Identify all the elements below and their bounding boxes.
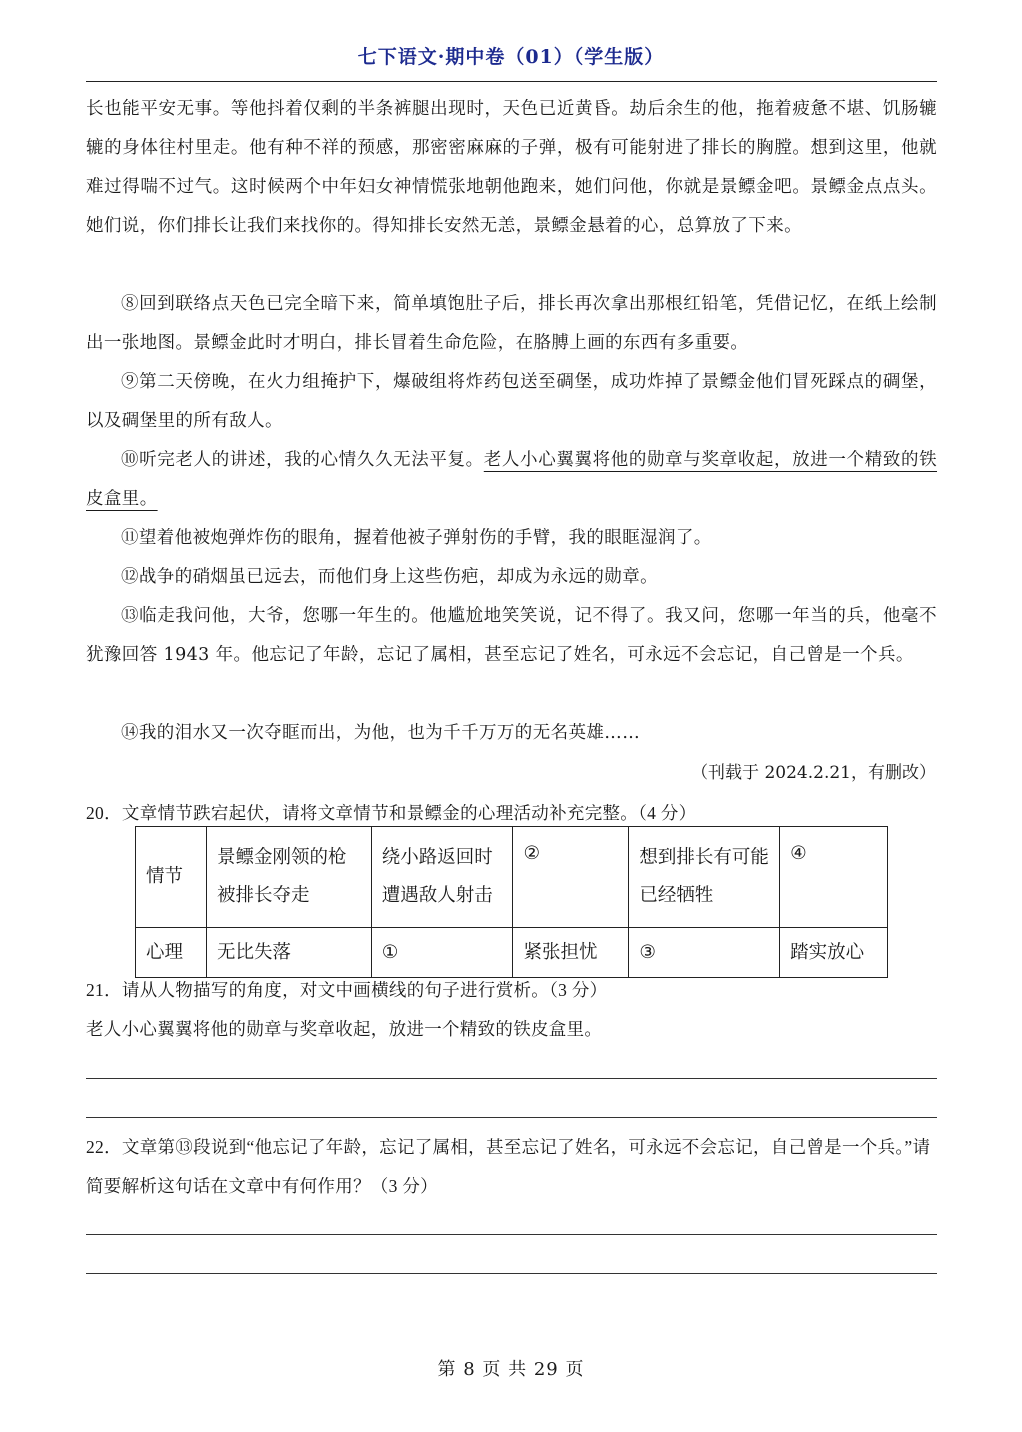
underlined-sentence: 老人小心翼翼将他的勋章与奖章收起，放进一个精致的铁皮盒里。 [86,450,938,509]
passage-paragraph-12: ⑫战争的硝烟虽已远去，而他们身上这些伤疤，却成为永远的勋章。 [121,567,658,587]
table-cell: 踏实放心 [780,928,888,978]
answer-line[interactable] [86,1117,937,1118]
passage-paragraph-9: ⑨第二天傍晚，在火力组掩护下，爆破组将炸药包送至碉堡，成功炸掉了景鳔金他们冒死踩点的碉堡，以及碉堡里的所有敌人。 [86,372,937,431]
question-21-quote: 老人小心翼翼将他的勋章与奖章收起，放进一个精致的铁皮盒里。 [86,1019,603,1039]
question-22-prompt: 22．文章第⑬段说到“他忘记了年龄，忘记了属相，甚至忘记了姓名，可永远不会忘记，自己曾是一个兵。”请简要解析这句话在文章中有何作用？（3 分） [86,1137,931,1196]
answer-blank-4[interactable]: ④ [780,827,888,928]
passage-paragraph-10 [86,441,937,519]
question-20-prompt: 20．文章情节跌宕起伏，请将文章情节和景鳔金的心理活动补充完整。（4 分） [86,803,697,823]
passage-paragraph-11: ⑪望着他被炮弹炸伤的眼角，握着他被子弹射伤的手臂，我的眼眶湿润了。 [121,528,712,548]
answer-blank-3[interactable]: ③ [629,928,780,978]
table-cell: 绕小路返回时遭遇敌人射击 [371,827,513,928]
table-cell: 紧张担忧 [513,928,629,978]
table-row-emotion [136,928,888,978]
passage-paragraph-13: ⑬临走我问他，大爷，您哪一年生的。他尴尬地笑笑说，记不得了。我又问，您哪一年当的兵，他毫不犹豫回答 1943 年。他忘记了年龄，忘记了属相，甚至忘记了姓名，可永远不会忘记，自己曾是一个兵。 [86,606,937,665]
header-divider [86,81,937,82]
passage-paragraph-14: ⑭我的泪水又一次夺眶而出，为他，也为千千万万的无名英雄…… [121,723,641,743]
answer-blank-2[interactable]: ② [513,827,629,928]
answer-line[interactable] [86,1234,937,1235]
paragraph-10-lead: ⑩听完老人的讲述，我的心情久久无法平复。 [121,450,484,470]
answer-line[interactable] [86,1078,937,1079]
passage-paragraph-continued: 长也能平安无事。等他抖着仅剩的半条裤腿出现时，天色已近黄昏。劫后余生的他，拖着疲惫不堪、饥肠辘辘的身体往村里走。他有种不祥的预感，那密密麻麻的子弹，极有可能射进了排长的胸膛。想到这里，他就难过得喘不过气。这时候两个中年妇女神情慌张地朝他跑来，她们问他，你就是景鳔金吧。景鳔金点点头。她们说，你们排长让我们来找你的。得知排长安然无恙，景鳔金悬着的心，总算放了下来。 [86,99,937,236]
page-header-title: 七下语文·期中卷（01）（学生版） [357,46,665,68]
table-cell: 景鳔金刚领的枪被排长夺走 [206,827,371,928]
plot-emotion-table [135,826,888,978]
answer-blank-1[interactable]: ① [371,928,513,978]
page-number: 第 8 页 共 29 页 [437,1359,585,1380]
table-row-plot [136,827,888,928]
row-label-plot: 情节 [136,827,207,928]
source-citation: （刊载于 2024.2.21，有删改） [691,763,936,783]
table-cell: 无比失落 [206,928,371,978]
answer-line[interactable] [86,1273,937,1274]
passage-paragraph-8: ⑧回到联络点天色已完全暗下来，简单填饱肚子后，排长再次拿出那根红铅笔，凭借记忆，在纸上绘制出一张地图。景鳔金此时才明白，排长冒着生命危险，在胳膊上画的东西有多重要。 [86,294,937,353]
question-21-prompt: 21．请从人物描写的角度，对文中画横线的句子进行赏析。（3 分） [86,980,608,1000]
row-label-emotion: 心理 [136,928,207,978]
table-cell: 想到排长有可能已经牺牲 [629,827,780,928]
